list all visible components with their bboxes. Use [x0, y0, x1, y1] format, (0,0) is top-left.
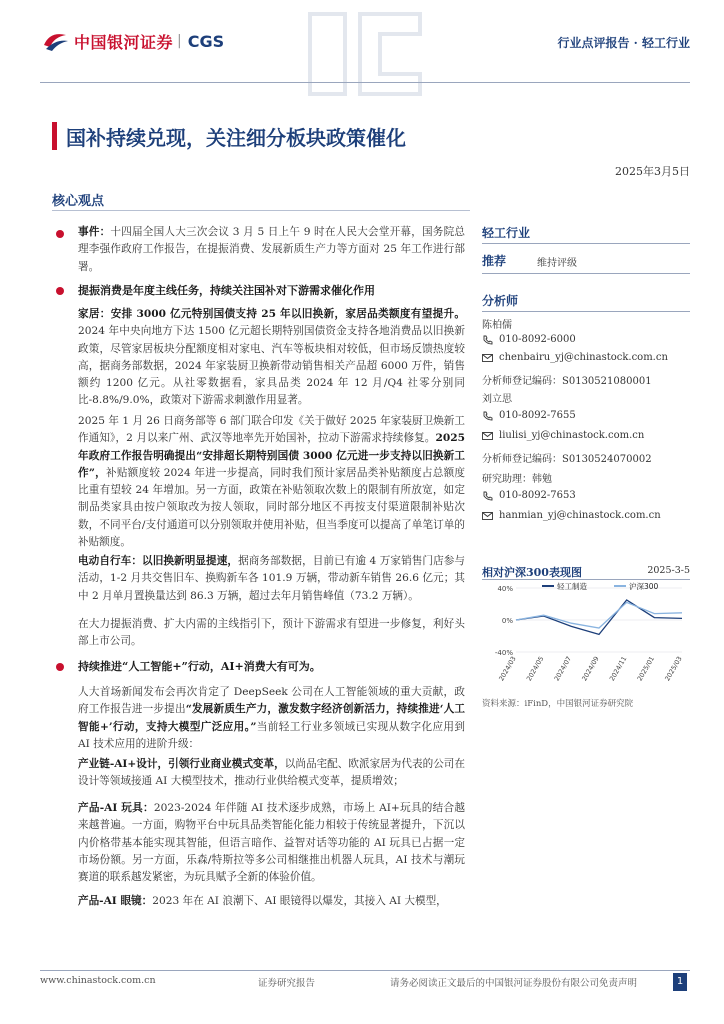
- chart-x-tick-label: 2024/03: [497, 655, 518, 683]
- logo-en-text: CGS: [187, 31, 225, 51]
- email-icon: [482, 511, 493, 521]
- furniture-paragraph: [78, 306, 465, 410]
- phone-icon: [482, 491, 493, 501]
- title-accent-bar: [52, 122, 57, 150]
- subsidy-text-1: 2025 年 1 月 26 日商务部等 6 部门联合印发《关于做好 2025 年家装厨卫焕新工作通知》，2 月以来广州、武汉等地率先开始国补，拉动下游需求持续修复。: [78, 415, 465, 445]
- ai-design-lead: 产业链-AI+设计，引领行业商业模式变革，: [78, 758, 285, 770]
- assistant-email-row[interactable]: [482, 510, 661, 521]
- furniture-lead: 家居：: [78, 308, 111, 320]
- core-views-heading: 核心观点: [52, 194, 105, 209]
- ai-intro-text-1: 人大首场新闻发布会再次肯定了 DeepSeek 公司在人工智能领域的重大贡献，政府工作报告进一步提出: [78, 686, 465, 716]
- furniture-highlight: 安排 3000 亿元特别国债支持 25 年以旧换新，家居品类额度有望提升。: [110, 308, 466, 320]
- logo-mark-icon: [40, 29, 70, 53]
- chart-legend-label: 轻工制造: [557, 582, 587, 591]
- ai-glasses-text: 2023 年在 AI 浪潮下、AI 眼镜得以爆发，其接入 AI 大模型，: [152, 895, 447, 907]
- chart-title: 相对沪深300表现图: [482, 566, 582, 579]
- analyst1-phone-row: [482, 334, 576, 345]
- sidebar-divider: [482, 273, 690, 274]
- ai-toy-text: 2023-2024 年伴随 AI 技术逐步成熟，市场上 AI+玩具的结合越来越普遍。一方面，购物平台中玩具品类智能化能力相较于传统显著提升，下沉以内价格带基本能实现其智能，但语言暗作、益智对话等功能的 AI 玩具已占据一定市场份额。另一方面，乐森/特斯拉等多公司相继推出机器人玩具，AI 技术与潮玩赛道的联系越发紧密，为玩具赋予全新的体验价值。: [78, 802, 466, 884]
- analyst1-cert: 分析师登记编码：S0130521080001: [482, 376, 652, 387]
- page-number: 1: [673, 973, 687, 991]
- furniture-text: 2024 年中央向地方下达 1500 亿元超长期特别国债资金支持各地消费品以旧换新政策，尽管家居板块分配额度相对家电、汽车等板块相对较低，但市场反馈热度较高，据商务部数据，2024 年家装厨卫换新带动销售相关产品超 6000 万件，销售额约 1200 亿元。从社零数据看，家具品类 2024 年 12 月/Q4 社零分别同比-8.8%/9.0%，政策对下游需求刺激作用显著。: [78, 325, 465, 407]
- ebike-text: 据商务部数据，目前已有逾 4 万家销售门店参与活动，1-2 月共交售旧车、换购新车各 101.9 万辆，带动新车销售 26.6 亿元；其中 2 月单月置换量达到 86.3 万辆，超过去年月销售峰值（73.2 万辆）。: [78, 555, 466, 602]
- ebike-lead: 电动自行车：: [78, 555, 143, 567]
- chart-y-tick-label: 0%: [501, 617, 513, 625]
- core-views-divider: [52, 210, 470, 211]
- document-date: 2025年3月5日: [615, 165, 690, 178]
- chart-x-tick-label: 2024/09: [580, 655, 601, 683]
- ai-design-paragraph: [78, 756, 465, 791]
- ai-glasses-paragraph: [78, 893, 465, 910]
- analyst2-email-row[interactable]: [482, 430, 644, 441]
- event-lead: 事件：: [78, 226, 111, 238]
- ai-heading: 持续推进“人工智能+”行动，AI+消费大有可为。: [78, 660, 321, 673]
- assistant-phone: 010-8092-7653: [499, 490, 576, 501]
- footer-divider: [40, 970, 690, 971]
- analyst1-name: 陈柏儒: [482, 320, 512, 331]
- sidebar-divider: [482, 311, 690, 312]
- ebike-paragraph: [78, 553, 465, 605]
- chart-x-tick-label: 2024/11: [607, 655, 629, 683]
- chart-x-tick-label: 2025/01: [635, 655, 657, 683]
- industry-label: 轻工行业: [482, 226, 531, 240]
- phone-icon: [482, 411, 493, 421]
- analyst2-phone-row: [482, 410, 576, 421]
- analyst2-email[interactable]: liulisi_yj@chinastock.com.cn: [499, 430, 645, 441]
- chart-source: 资料来源：iFinD，中国银河证券研究院: [482, 699, 634, 709]
- chart-x-tick-label: 2025/03: [663, 655, 684, 683]
- ai-intro-paragraph: [78, 684, 465, 753]
- header-divider: [40, 82, 690, 83]
- email-icon: [482, 431, 493, 441]
- footer-disclaimer: 请务必阅读正文最后的中国银河证券股份有限公司免责声明: [390, 978, 638, 989]
- footer-report-label: 证券研究报告: [258, 978, 316, 989]
- rating-value: 维持评级: [537, 258, 577, 269]
- ai-glasses-lead: 产品-AI 眼镜：: [78, 895, 153, 907]
- ai-intro-text-2: 当前轻工行业多领域已实现从数字化应用到 AI 技术应用的进阶升级：: [78, 720, 466, 750]
- assistant-email[interactable]: hanmian_yj@chinastock.com.cn: [499, 510, 661, 521]
- ebike-highlight: 以旧换新明显提速，: [142, 555, 239, 567]
- email-icon: [482, 353, 493, 363]
- chart-y-tick-label: -40%: [494, 649, 513, 657]
- chart-x-tick-label: 2024/07: [552, 655, 574, 683]
- report-type-label: 行业点评报告 · 轻工行业: [557, 36, 690, 50]
- chart-legend-label: 沪深300: [629, 582, 659, 591]
- chart-y-tick-label: 40%: [497, 585, 513, 593]
- ai-design-text: 以尚品宅配、欧派家居为代表的公司在设计等领域接通 AI 大模型技术，推动行业供给模式变革，提质增效；: [78, 758, 465, 788]
- chart-series-line-hs300: [516, 602, 682, 628]
- analyst-heading: 分析师: [482, 294, 519, 308]
- assistant-label: 研究助理：韩勉: [482, 474, 552, 485]
- subsidy-highlight: 2025 年政府工作报告明确提出“安排超长期特别国债 3000 亿元进一步支持以旧换新工作”，: [78, 432, 465, 479]
- chart-x-tick-label: 2024/05: [524, 655, 546, 683]
- ai-intro-highlight: “发展新质生产力，激发数字经济创新活力，持续推进‘人工智能+’行动，支持大模型广泛应用。”: [78, 703, 466, 733]
- relative-performance-chart: [482, 580, 690, 698]
- subsidy-paragraph: [78, 413, 465, 551]
- chart-series-line-industry: [516, 600, 682, 634]
- analyst1-email-row[interactable]: [482, 352, 668, 363]
- logo-separator: |: [177, 33, 182, 49]
- footer-url[interactable]: www.chinastock.com.cn: [40, 975, 156, 986]
- analyst2-cert: 分析师登记编码：S0130524070002: [482, 454, 652, 465]
- event-text: 十四届全国人大三次会议 3 月 5 日上午 9 时在人民大会堂开幕，国务院总理李强作政府工作报告，在提振消费、发展新质生产力等方面对 25 年工作进行部署。: [78, 226, 465, 273]
- assistant-phone-row: [482, 490, 576, 501]
- analyst2-name: 刘立思: [482, 394, 512, 405]
- event-paragraph: [78, 224, 465, 276]
- ai-toy-lead: 产品-AI 玩具：: [78, 802, 154, 814]
- bullet-dot-icon: [56, 230, 64, 238]
- phone-icon: [482, 335, 493, 345]
- analyst2-phone: 010-8092-7655: [499, 410, 576, 421]
- bullet-dot-icon: [56, 663, 64, 671]
- consumption-heading: 提振消费是年度主线任务，持续关注国补对下游需求催化作用: [78, 284, 375, 297]
- analyst1-phone: 010-8092-6000: [499, 334, 576, 345]
- sidebar-divider: [482, 243, 690, 244]
- analyst1-email[interactable]: chenbairu_yj@chinastock.com.cn: [499, 352, 668, 363]
- ai-toy-paragraph: [78, 800, 465, 886]
- company-logo: [40, 28, 240, 54]
- rating-label: 推荐: [482, 254, 507, 268]
- chart-date: 2025-3-5: [647, 565, 690, 576]
- document-title: 国补持续兑现，关注细分板块政策催化: [66, 126, 406, 150]
- logo-cn-text: 中国银河证券: [74, 32, 174, 52]
- watermark-icon: [300, 4, 430, 104]
- bullet-dot-icon: [56, 287, 64, 295]
- outlook-paragraph: 在大力提振消费、扩大内需的主线指引下，预计下游需求有望进一步修复，利好头部上市公司。: [78, 618, 465, 648]
- subsidy-text-2: 补贴额度较 2024 年进一步提高，同时我们预计家居品类补贴额度占总额度比重有望较 24 年增加。另一方面，政策在补贴领取次数上的限制有所放宽，如定制品类家具由按户领取改为按人领取，同时部分地区不再按支付渠道限制补贴次数，不同平台/支付通道可以分别领取并使用补贴，但当季度可以提高了单笔订单的补贴额度。: [78, 466, 465, 549]
